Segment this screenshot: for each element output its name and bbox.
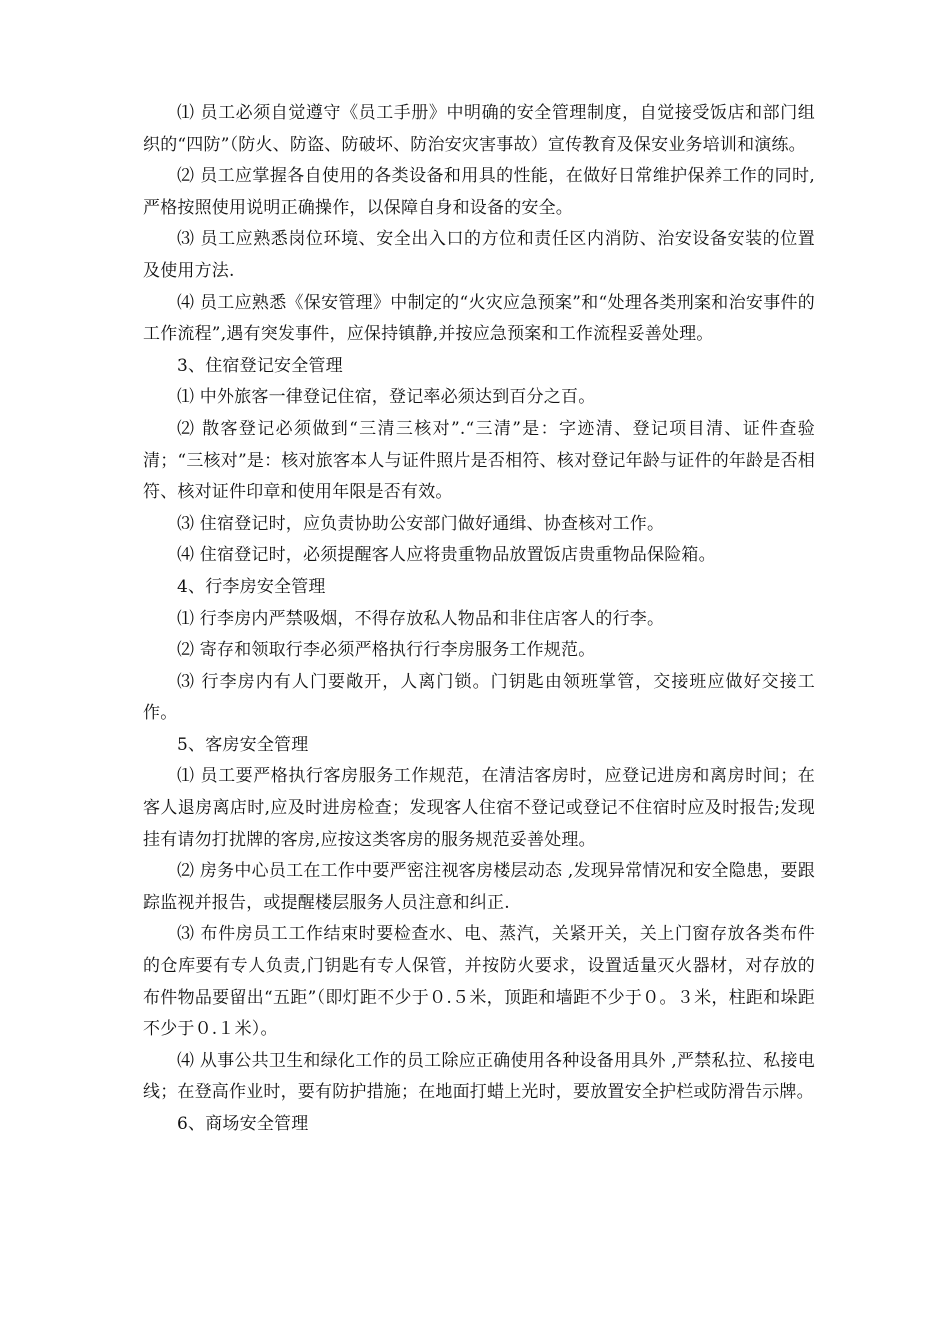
paragraph-1: ⑴ 员工必须自觉遵守《员工手册》中明确的安全管理制度，自觉接受饭店和部门组织的“四防”（防火、防盗、防破坏、防治安灾害事故）宣传教育及保安业务培训和演练。	[143, 103, 815, 155]
paragraph-8: ⑷ 住宿登记时，必须提醒客人应将贵重物品放置饭店贵重物品保险箱。	[177, 545, 716, 566]
paragraph-4: ⑷ 员工应熟悉《保安管理》中制定的“火灾应急预案”和“处理各类刑案和治安事件的工作流程”,遇有突发事件，应保持镇静,并按应急预案和工作流程妥善处理。	[143, 292, 815, 345]
section-heading-6: 6、商场安全管理	[177, 1114, 309, 1134]
section-heading-3: 3、住宿登记安全管理	[177, 355, 343, 376]
paragraph-2: ⑵ 员工应掌握各自使用的各类设备和用具的性能，在做好日常维护保养工作的同时,严格按照使用说明正确操作，以保障自身和设备的安全。	[143, 166, 815, 218]
paragraph-11: ⑶ 行李房内有人门要敞开，人离门锁。门钥匙由领班掌管，交接班应做好交接工作。	[143, 671, 815, 724]
paragraph-9: ⑴ 行李房内严禁吸烟，不得存放私人物品和非住店客人的行李。	[177, 608, 665, 629]
paragraph-15: ⑷ 从事公共卫生和绿化工作的员工除应正确使用各种设备用具外 ,严禁私拉、私接电线；在登高作业时，要有防护措施；在地面打蜡上光时，要放置安全护栏或防滑告示牌。	[143, 1050, 815, 1103]
paragraph-5: ⑴ 中外旅客一律登记住宿，登记率必须达到百分之百。	[177, 387, 596, 408]
document-page	[143, 98, 815, 1141]
paragraph-12: ⑴ 员工要严格执行客房服务工作规范，在清洁客房时，应登记进房和离房时间；在客人退房离店时,应及时进房检查；发现客人住宿不登记或登记不住宿时应及时报告;发现挂有请勿打扰牌的客房,应按这类客房的服务规范妥善处理。	[143, 766, 815, 850]
section-heading-4: 4、行李房安全管理	[177, 576, 326, 597]
paragraph-7: ⑶ 住宿登记时，应负责协助公安部门做好通缉、协查核对工作。	[177, 513, 665, 534]
paragraph-10: ⑵ 寄存和领取行李必须严格执行行李房服务工作规范。	[177, 640, 596, 661]
paragraph-13: ⑵ 房务中心员工在工作中要严密注视客房楼层动态 ,发现异常情况和安全隐患，要跟踪监视并报告，或提醒楼层服务人员注意和纠正.	[143, 861, 815, 913]
paragraph-6: ⑵ 散客登记必须做到“三清三核对”.“三清”是：字迹清、登记项目清、证件查验清；“三核对”是：核对旅客本人与证件照片是否相符、核对登记年龄与证件的年龄是否相符、核对证件印章和使用年限是否有效。	[143, 418, 815, 503]
section-heading-5: 5、客房安全管理	[177, 734, 309, 755]
paragraph-14: ⑶ 布件房员工工作结束时要检查水、电、蒸汽，关紧开关，关上门窗存放各类布件的仓库要有专人负责,门钥匙有专人保管，并按防火要求，设置适量灭火器材，对存放的布件物品要留出“五距”（即灯距不少于０.５米，顶距和墙距不少于０。３米，柱距和垛距不少于０.１米）。	[143, 924, 815, 1040]
paragraph-3: ⑶ 员工应熟悉岗位环境、安全出入口的方位和责任区内消防、治安设备安装的位置及使用方法.	[143, 229, 815, 281]
